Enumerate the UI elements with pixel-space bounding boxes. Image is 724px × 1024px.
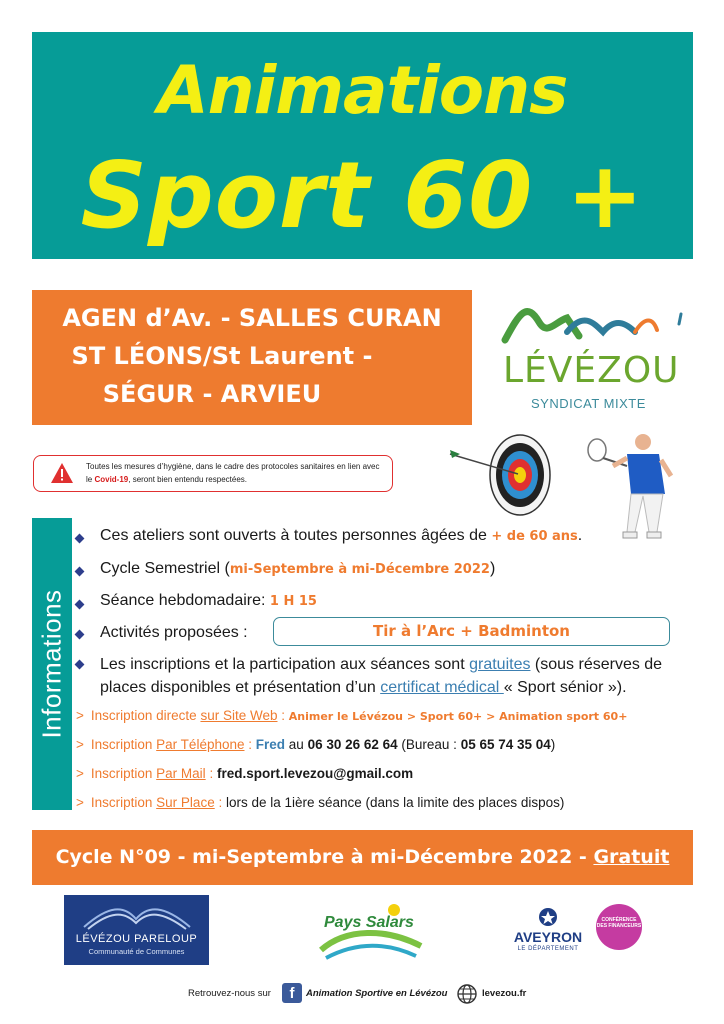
badminton-player-icon (583, 432, 675, 550)
aveyron-logo: AVEYRON LE DÉPARTEMENT (508, 905, 588, 965)
bullet-icon (75, 660, 85, 670)
towns-line-1: AGEN d’Av. - SALLES CURAN (62, 304, 442, 332)
website-path-link[interactable]: Animer le Lévézou > Sport 60+ > Animation sport 60+ (288, 710, 628, 723)
inscription-web: > Inscription directe sur Site Web : Animer le Lévézou > Sport 60+ > Animation sport 60+ (76, 708, 628, 723)
facebook-page-link[interactable]: Animation Sportive en Lévézou (306, 988, 448, 999)
globe-icon (456, 983, 478, 1005)
bullet-icon (75, 567, 85, 577)
info-age: Ces ateliers sont ouverts à toutes personnes âgées de + de 60 ans. (100, 527, 583, 544)
levezou-subtitle: SYNDICAT MIXTE (531, 396, 646, 411)
levezou-name: LÉVÉZOU (503, 350, 680, 391)
archery-target-icon (448, 430, 558, 520)
info-registration: Les inscriptions et la participation aux séances sont gratuites (sous réserves de (100, 656, 663, 673)
covid-notice (33, 455, 393, 492)
sidebar-label: Informations (36, 589, 67, 739)
towns-block (32, 290, 472, 425)
website-link[interactable]: levezou.fr (482, 988, 527, 999)
title-sport-60: Sport 60 + (80, 142, 645, 249)
cycle-banner: Cycle N°09 - mi-Septembre à mi-Décembre 2022 - Gratuit (32, 830, 693, 885)
inscription-onsite: > Inscription Sur Place : lors de la 1ière séance (dans la limite des places dispos) (76, 795, 565, 810)
info-session: Séance hebdomadaire: 1 H 15 (100, 592, 317, 609)
bullet-icon (75, 600, 85, 610)
facebook-icon[interactable]: f (282, 983, 302, 1003)
footer-prefix: Retrouvez-nous sur (188, 988, 271, 999)
bullet-icon (75, 630, 85, 640)
towns-line-3: SÉGUR - ARVIEU (102, 380, 322, 408)
info-cycle: Cycle Semestriel (mi-Septembre à mi-Décembre 2022) (100, 560, 496, 577)
footer (0, 982, 724, 1006)
activities-box: Tir à l’Arc + Badminton (273, 617, 670, 646)
informations-sidebar (32, 518, 72, 810)
pareloup-logo: LÉVÉZOU PARELOUP Communauté de Communes (64, 895, 209, 965)
info-registration-2: places disponibles et présentation d’un certificat médical « Sport sénior »). (100, 679, 627, 696)
email-link[interactable]: fred.sport.levezou@gmail.com (216, 766, 414, 781)
hero-banner (32, 32, 693, 259)
conference-financeurs-logo: CONFÉRENCE DES FINANCEURS (596, 904, 642, 950)
towns-line-2: ST LÉONS/St Laurent - (71, 342, 373, 370)
medical-certificate-link[interactable]: certificat médical (380, 679, 504, 696)
bullet-icon (75, 534, 85, 544)
levezou-logo (495, 292, 695, 422)
warning-icon (50, 462, 74, 484)
mountain-logo-icon (495, 292, 695, 352)
title-animations: Animations (157, 52, 568, 129)
inscription-mail: > Inscription Par Mail : fred.sport.levezou@gmail.com (76, 766, 414, 781)
inscription-phone: > Inscription Par Téléphone : Fred au 06 30 26 62 64 (Bureau : 05 65 74 35 04) (76, 737, 556, 752)
waves-icon (64, 897, 209, 933)
covid-text: Toutes les mesures d’hygiène, dans le cadre des protocoles sanitaires en lien avec le Covid-19, seront bien entendu respectées. (86, 462, 380, 484)
pays-salars-logo: Pays Salars (316, 898, 426, 963)
gratuites-link[interactable]: gratuites (469, 656, 531, 673)
info-activities-label: Activités proposées : (100, 624, 248, 641)
aveyron-star-icon (538, 907, 558, 927)
